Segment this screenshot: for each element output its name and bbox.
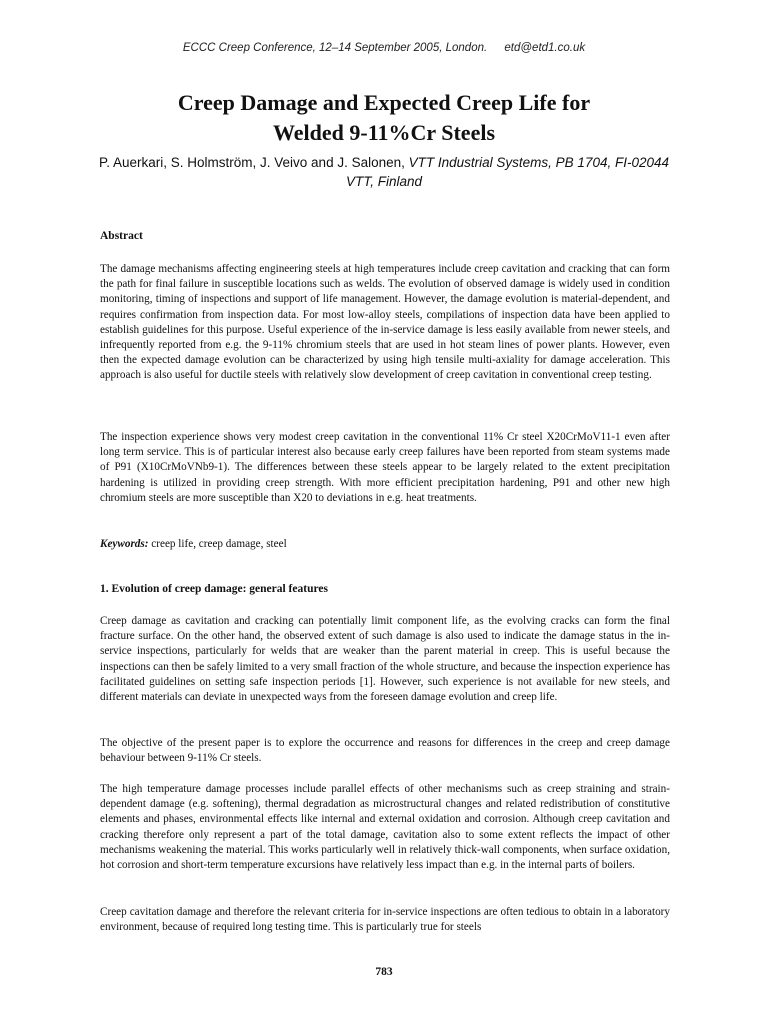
author-block <box>92 153 676 191</box>
page-number: 783 <box>375 966 393 978</box>
abstract-paragraph-1: The damage mechanisms affecting engineering steels at high temperatures include creep cavitation and cracking that can form the path for final failure in susceptible locations such as welds. The evolution of observed damage is widely used in condition monitoring, timing of inspections and support of life management. However, the damage evolution is material-dependent, and requires confirmation from inspection data. For most low-alloy steels, compilations of inspection data have been applied to establish guidelines for this purpose. Useful experience of the in-service damage is less easily available from newer steels, and infrequently reported from e.g. the 9-11% chromium steels that are used in hot steam lines of power plants. However, even then the expected damage evolution can be characterized by using high tensile multi-axiality for damage acceleration. This approach is also useful for ductile steels with relatively slow development of creep cavitation in conventional creep testing. <box>100 263 670 382</box>
section-1-paragraph-2: The objective of the present paper is to explore the occurrence and reasons for differences in the creep and creep damage behaviour between 9-11% Cr steels. <box>100 737 670 765</box>
section-1-heading: 1. Evolution of creep damage: general features <box>100 583 328 595</box>
title-line-2: Welded 9-11%Cr Steels <box>272 120 496 145</box>
section-1-paragraph-1: Creep damage as cavitation and cracking can potentially limit component life, as the evolving cracks can form the final fracture surface. On the other hand, the observed extent of such damage is also used to indicate the damage status in the in-service inspections, particularly for welds that are weaker than the parent material in creep. This is useful because the inspections can then be safely limited to a very small fraction of the whole structure, and because the inspection experience has facilitated guidelines on setting safe inspection periods [1]. However, such experience is not available for new steels, and different materials can deviate in unexpected ways from the foreseen damage evolution and creep life. <box>100 615 670 704</box>
title-line-1: Creep Damage and Expected Creep Life for <box>177 90 591 115</box>
author-affiliation: VTT Industrial Systems, PB 1704, FI-02044 VTT, Finland <box>345 155 670 189</box>
author-names: P. Auerkari, S. Holmström, J. Veivo and J. Salonen, <box>98 155 405 170</box>
section-paragraph <box>100 782 670 873</box>
abstract-paragraph-2: The inspection experience shows very modest creep cavitation in the conventional 11% Cr steel X20CrMoV11-1 even after long term service. This is of particular interest also because early creep failures have been reported from steam systems made of P91 (X10CrMoVNb9-1). The differences between these steels appear to be largely related to the extent precipitation hardening is utilized in providing creep strength. With more efficient precipitation hardening, P91 and other new high chromium steels are more susceptible than X20 to deviations in e.g. heat treatments. <box>100 431 670 504</box>
keywords-value: creep life, creep damage, steel <box>151 538 287 550</box>
section-1-paragraph-4: Creep cavitation damage and therefore the relevant criteria for in-service inspections are often tedious to obtain in a laboratory environment, because of required long testing time. This is particularly true for steels <box>100 906 670 934</box>
conference-header <box>0 42 768 54</box>
keywords-line <box>100 538 287 550</box>
conference-name: ECCC Creep Conference, 12–14 September 2005, London. <box>182 42 488 54</box>
paper-title <box>80 88 688 148</box>
section-paragraph <box>100 736 670 766</box>
keywords-label: Keywords: <box>100 538 149 550</box>
abstract-paragraph <box>100 262 670 384</box>
contact-email[interactable]: etd@etd1.co.uk <box>504 42 586 54</box>
section-paragraph <box>100 614 670 705</box>
section-paragraph <box>100 905 670 935</box>
abstract-paragraph <box>100 430 670 506</box>
abstract-heading: Abstract <box>100 230 143 242</box>
section-1-paragraph-3: The high temperature damage processes include parallel effects of other mechanisms such as creep straining and strain-dependent damage (e.g. softening), thermal degradation as microstructural changes and related redistribution of constitutive elements and phases, environmental effects like internal and external oxidation and corrosion. Although creep cavitation and cracking therefore only represent a part of the total damage, cavitation also to some extent reflects the impact of other mechanisms weakening the material. This works particularly well in relatively thick-wall components, when surface oxidation, hot corrosion and short-term temperature excursions have relatively less impact than e.g. in the internal parts of boilers. <box>100 783 670 872</box>
